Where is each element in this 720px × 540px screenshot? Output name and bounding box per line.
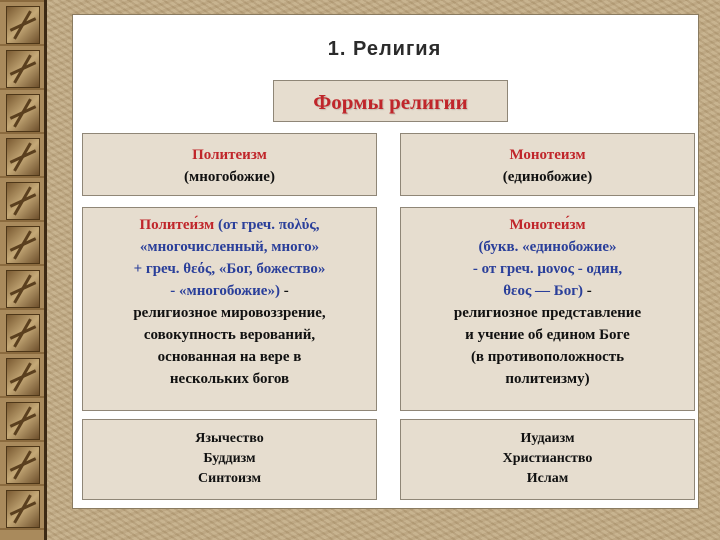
monotheism-definition-box	[400, 207, 695, 411]
ornament-tile	[6, 94, 40, 132]
monotheism-meaning: (единобожие)	[502, 169, 593, 185]
polytheism-definition-line: -	[283, 283, 289, 299]
strip-divider	[44, 0, 47, 540]
decorative-strip	[0, 0, 46, 540]
polytheism-definition-line: религиозное мировоззрение,	[133, 305, 326, 321]
ornament-tile	[6, 50, 40, 88]
monotheism-etymology-line: (букв. «единобожие»	[478, 239, 617, 255]
monotheism-header-box	[400, 133, 695, 196]
ornament-tile	[6, 182, 40, 220]
forms-of-religion-label: Формы религии	[313, 90, 468, 114]
monotheism-example: Ислам	[526, 471, 569, 486]
ornament-tile	[6, 270, 40, 308]
polytheism-name: Политеизм	[192, 147, 267, 163]
ornament-tile	[6, 138, 40, 176]
monotheism-example: Христианство	[502, 451, 593, 466]
polytheism-example: Буддизм	[203, 451, 256, 466]
monotheism-definition-line: -	[586, 283, 592, 299]
ornament-tile	[6, 314, 40, 352]
monotheism-definition-line: религиозное представление	[453, 305, 642, 321]
polytheism-meaning: (многобожие)	[184, 169, 275, 185]
polytheism-examples-box	[82, 419, 377, 500]
ornament-tile	[6, 6, 40, 44]
monotheism-name: Монотеизм	[509, 147, 586, 163]
monotheism-etymology-line: - от греч. μονος - один,	[472, 261, 623, 277]
polytheism-etymology-line: «многочисленный, много»	[139, 239, 320, 255]
monotheism-examples-box	[400, 419, 695, 500]
monotheism-term: Монотеи́зм	[509, 217, 586, 233]
slide-title: 1. Религия	[327, 38, 442, 60]
ornament-tile	[6, 226, 40, 264]
ornament-tile	[6, 490, 40, 528]
polytheism-etymology-line: + греч. θεός, «Бог, божество»	[133, 261, 326, 277]
ornament-tile	[6, 358, 40, 396]
polytheism-definition-line: нескольких богов	[169, 371, 290, 387]
monotheism-etymology-line: θεος — Бог)	[503, 283, 584, 299]
polytheism-definition-line: совокупность верований,	[143, 327, 316, 343]
polytheism-header-box	[82, 133, 377, 196]
polytheism-definition-line: основанная на вере в	[157, 349, 302, 365]
monotheism-definition-line: и учение об едином Боге	[465, 327, 630, 343]
polytheism-example: Язычество	[195, 431, 264, 446]
monotheism-definition-line: (в противоположность	[470, 349, 625, 365]
ornament-tile	[6, 402, 40, 440]
monotheism-example: Иудаизм	[520, 431, 575, 446]
forms-of-religion-box	[273, 80, 508, 122]
polytheism-term: Политеи́зм	[139, 217, 215, 233]
monotheism-definition-line: политеизму)	[505, 371, 590, 387]
polytheism-example: Синтоизм	[198, 471, 261, 486]
polytheism-etymology-line: (от греч. πολύς,	[217, 217, 320, 233]
polytheism-definition-box	[82, 207, 377, 411]
polytheism-etymology-line: - «многобожие»)	[170, 283, 280, 299]
ornament-tile	[6, 446, 40, 484]
